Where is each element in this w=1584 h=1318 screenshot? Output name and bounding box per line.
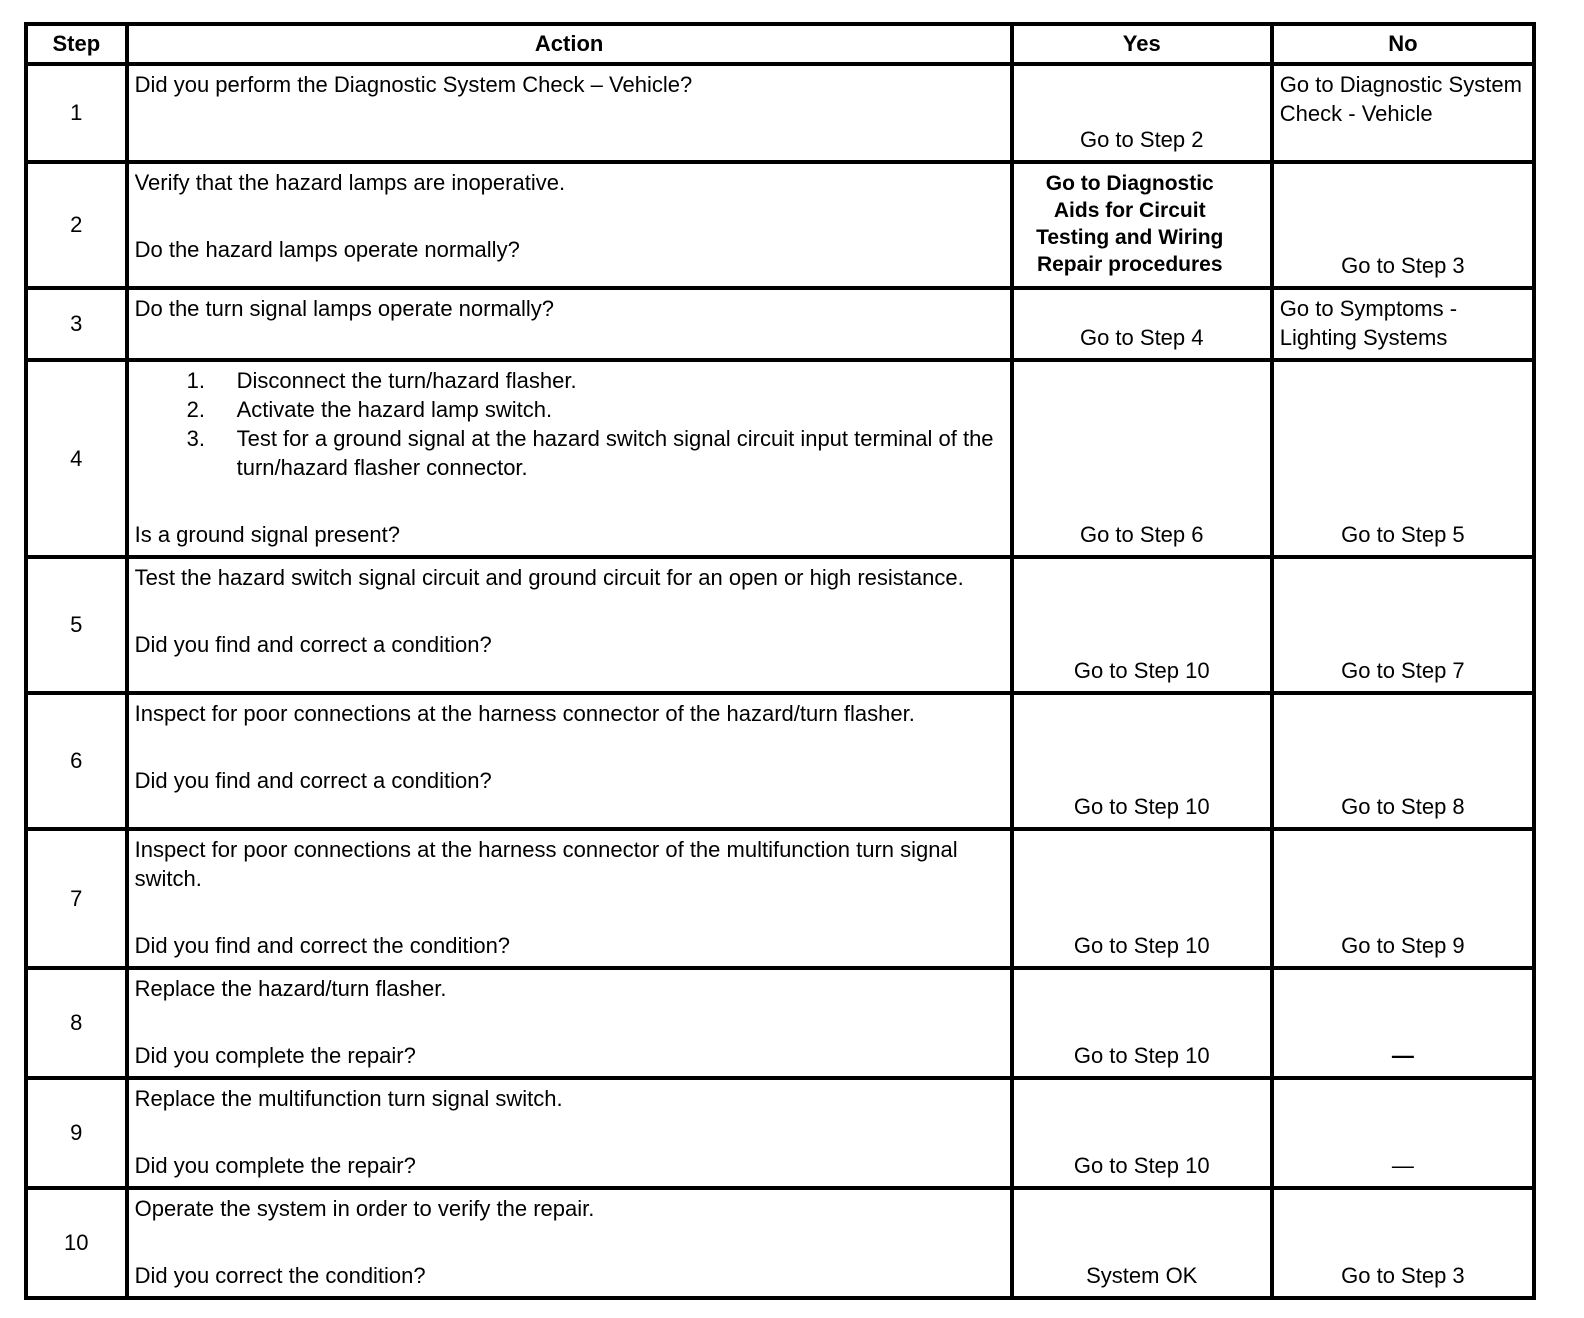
table-row bbox=[26, 693, 1534, 829]
yes-result: Go to Step 10 bbox=[1012, 693, 1272, 829]
action-question: Did you find and correct a condition? bbox=[134, 768, 492, 793]
action-text: Verify that the hazard lamps are inoperative. bbox=[134, 170, 566, 195]
yes-result: Go to Step 10 bbox=[1012, 829, 1272, 968]
no-result: Go to Step 8 bbox=[1272, 693, 1534, 829]
list-item bbox=[186, 424, 1004, 482]
header-step: Step bbox=[26, 24, 127, 64]
list-number: 3. bbox=[186, 426, 205, 451]
no-result: Go to Symptoms - Lighting Systems bbox=[1272, 288, 1534, 360]
action-cell bbox=[127, 693, 1012, 829]
step-number: 10 bbox=[26, 1188, 127, 1298]
diagnostic-table bbox=[24, 22, 1536, 1300]
yes-result: Go to Step 10 bbox=[1012, 557, 1272, 693]
action-cell bbox=[127, 1188, 1012, 1298]
yes-result: Go to Step 10 bbox=[1012, 968, 1272, 1078]
action-cell bbox=[127, 557, 1012, 693]
list-item bbox=[186, 366, 1004, 395]
action-text: Inspect for poor connections at the harness connector of the multifunction turn signal switch. bbox=[134, 837, 958, 891]
action-cell bbox=[127, 360, 1012, 557]
no-result: Go to Step 3 bbox=[1272, 1188, 1534, 1298]
list-number: 1. bbox=[186, 368, 205, 393]
header-action: Action bbox=[127, 24, 1012, 64]
step-number: 1 bbox=[26, 64, 127, 162]
table-row bbox=[26, 1188, 1534, 1298]
no-result: — bbox=[1272, 968, 1534, 1078]
yes-result: Go to Step 2 bbox=[1012, 64, 1272, 162]
header-row bbox=[26, 24, 1534, 64]
action-question: Did you find and correct the condition? bbox=[134, 933, 511, 958]
action-text: Replace the multifunction turn signal switch. bbox=[134, 1086, 563, 1111]
action-question: Is a ground signal present? bbox=[134, 522, 400, 547]
action-question: Did you correct the condition? bbox=[134, 1263, 426, 1288]
action-text: Do the turn signal lamps operate normally? bbox=[134, 296, 555, 321]
no-result: Go to Step 7 bbox=[1272, 557, 1534, 693]
table-row bbox=[26, 288, 1534, 360]
yes-result: Go to Step 4 bbox=[1012, 288, 1272, 360]
list-text: Disconnect the turn/hazard flasher. bbox=[236, 368, 577, 393]
action-cell bbox=[127, 162, 1012, 288]
table-row bbox=[26, 557, 1534, 693]
action-cell bbox=[127, 288, 1012, 360]
list-number: 2. bbox=[186, 397, 205, 422]
table-row bbox=[26, 1078, 1534, 1188]
action-text: Inspect for poor connections at the harness connector of the hazard/turn flasher. bbox=[134, 701, 915, 726]
step-number: 3 bbox=[26, 288, 127, 360]
procedure-list bbox=[135, 366, 1004, 482]
action-text: Test the hazard switch signal circuit and ground circuit for an open or high resistance. bbox=[134, 565, 964, 590]
table-row bbox=[26, 64, 1534, 162]
step-number: 8 bbox=[26, 968, 127, 1078]
no-result: Go to Step 3 bbox=[1272, 162, 1534, 288]
action-text: Replace the hazard/turn flasher. bbox=[134, 976, 447, 1001]
action-question: Did you complete the repair? bbox=[134, 1043, 416, 1068]
step-number: 6 bbox=[26, 693, 127, 829]
table-row bbox=[26, 968, 1534, 1078]
yes-result: System OK bbox=[1012, 1188, 1272, 1298]
table-row bbox=[26, 360, 1534, 557]
table-row bbox=[26, 829, 1534, 968]
action-cell bbox=[127, 64, 1012, 162]
step-number: 7 bbox=[26, 829, 127, 968]
list-item bbox=[186, 395, 1004, 424]
action-cell bbox=[127, 829, 1012, 968]
no-result: — bbox=[1272, 1078, 1534, 1188]
no-result: Go to Diagnostic System Check - Vehicle bbox=[1272, 64, 1534, 162]
action-text: Did you perform the Diagnostic System Check – Vehicle? bbox=[134, 72, 693, 97]
action-cell bbox=[127, 1078, 1012, 1188]
no-result: Go to Step 5 bbox=[1272, 360, 1534, 557]
list-text: Activate the hazard lamp switch. bbox=[236, 397, 553, 422]
action-question: Did you find and correct a condition? bbox=[134, 632, 492, 657]
action-text: Operate the system in order to verify the repair. bbox=[134, 1196, 595, 1221]
action-question: Did you complete the repair? bbox=[134, 1153, 416, 1178]
yes-result: Go to Step 6 bbox=[1012, 360, 1272, 557]
action-cell bbox=[127, 968, 1012, 1078]
list-text: Test for a ground signal at the hazard switch signal circuit input terminal of the turn/hazard flasher connector. bbox=[236, 426, 994, 480]
table-row bbox=[26, 162, 1534, 288]
no-result: Go to Step 9 bbox=[1272, 829, 1534, 968]
header-yes: Yes bbox=[1012, 24, 1272, 64]
action-question: Do the hazard lamps operate normally? bbox=[134, 237, 520, 262]
yes-result: Go to Diagnostic Aids for Circuit Testing and Wiring Repair procedures bbox=[1012, 162, 1272, 288]
step-number: 4 bbox=[26, 360, 127, 557]
step-number: 5 bbox=[26, 557, 127, 693]
step-number: 2 bbox=[26, 162, 127, 288]
yes-result: Go to Step 10 bbox=[1012, 1078, 1272, 1188]
header-no: No bbox=[1272, 24, 1534, 64]
step-number: 9 bbox=[26, 1078, 127, 1188]
